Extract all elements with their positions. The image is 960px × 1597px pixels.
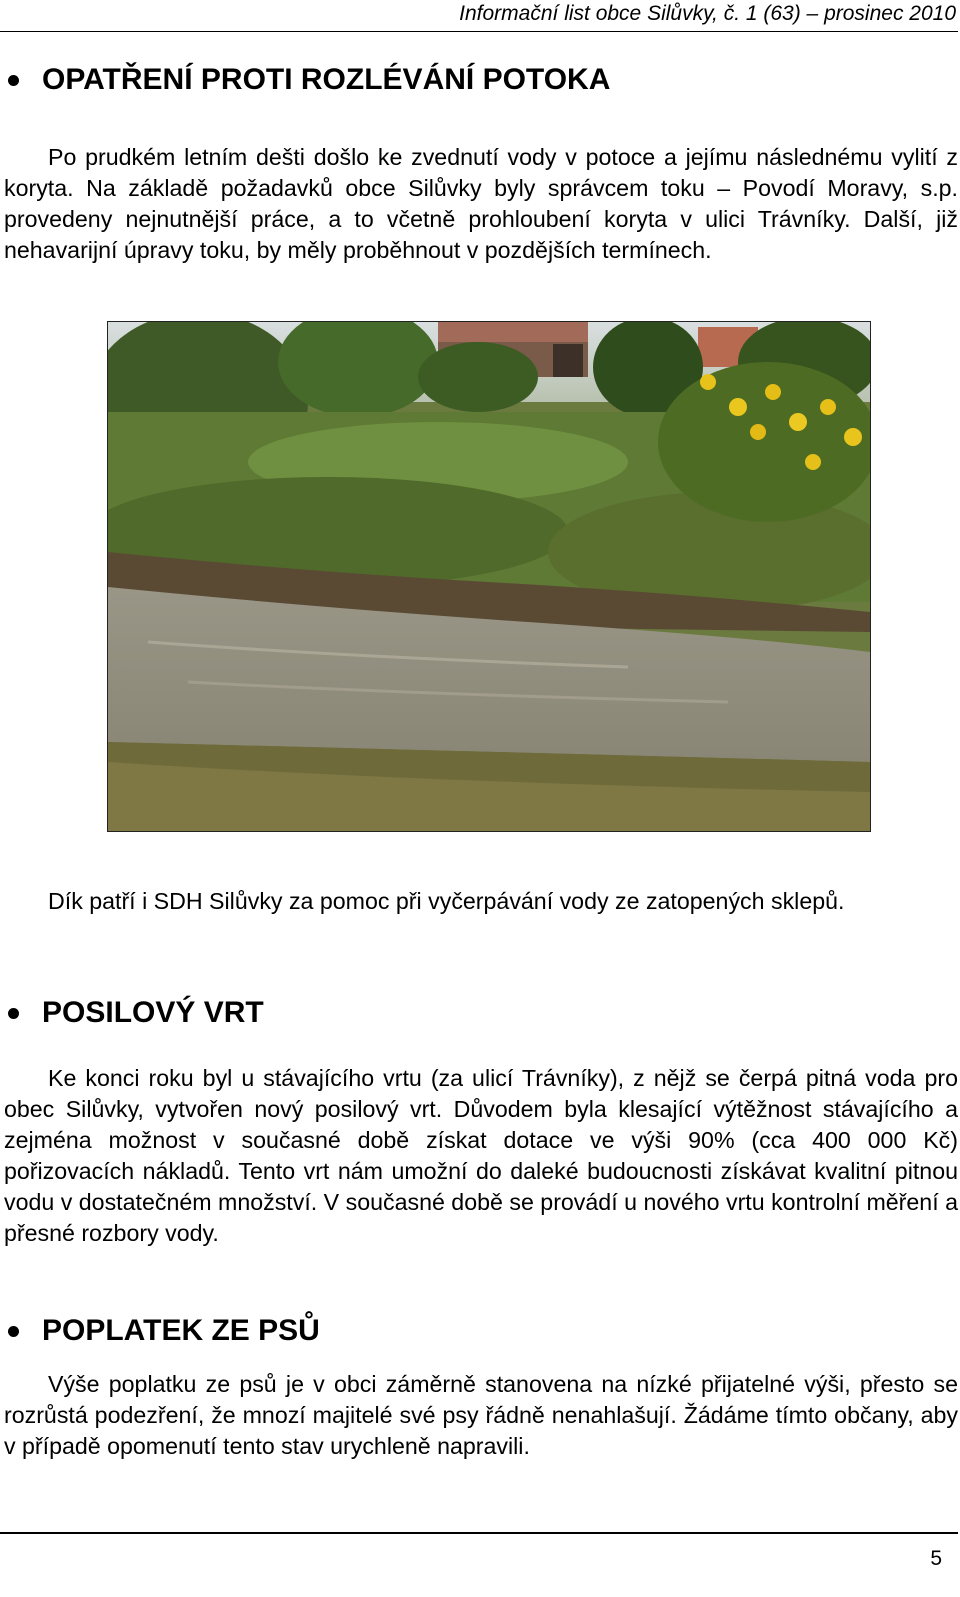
footer-divider	[0, 1532, 958, 1534]
paragraph-thanks: Dík patří i SDH Silůvky za pomoc při vyčerpávání vody ze zatopených sklepů.	[48, 888, 845, 914]
page-number: 5	[930, 1547, 942, 1570]
section-title-text: POPLATEK ZE PSŮ	[42, 1314, 320, 1347]
bullet-icon	[8, 1008, 19, 1019]
paragraph-dog-fee: Výše poplatku ze psů je v obci záměrně stanovena na nízké přijatelné výši, přesto se rozrůstá podezření, že mnozí majitelé své psy řádně nenahlašují. Žádáme tímto občany, aby v případě opomenutí tento stav urychleně napravili.	[4, 1371, 958, 1459]
section-title-text: OPATŘENÍ PROTI ROZLÉVÁNÍ POTOKA	[42, 63, 611, 96]
paragraph-flood: Po prudkém letním dešti došlo ke zvednutí vody v potoce a jejímu následnému vylití z koryta. Na základě požadavků obce Silůvky byly správcem toku – Povodí Moravy, s.p. provedeny nejnutnější práce, a to včetně prohloubení koryta v ulici Trávníky. Další, již nehavarijní úpravy toku, by měly proběhnout v pozdějších termínech.	[4, 144, 958, 263]
section-title-text: POSILOVÝ VRT	[42, 996, 264, 1029]
header-text: Informační list obce Silůvky, č. 1 (63) – prosinec 2010	[459, 2, 956, 25]
flooded-stream-photo-icon	[108, 322, 870, 831]
bullet-icon	[8, 75, 19, 86]
flood-photo	[107, 321, 871, 832]
page-header	[0, 0, 958, 32]
bullet-icon	[8, 1326, 19, 1337]
paragraph-well: Ke konci roku byl u stávajícího vrtu (za ulicí Trávníky), z nějž se čerpá pitná voda pro obec Silůvky, vytvořen nový posilový vrt. Důvodem byla klesající výtěžnost stávajícího a zejména možnost v současné době získat dotace ve výši 90% (cca 400 000 Kč) pořizovacích nákladů. Tento vrt nám umožní do daleké budoucnosti získávat kvalitní pitnou vodu v dostatečném množství. V současné době se provádí u nového vrtu kontrolní měření a přesné rozbory vody.	[4, 1065, 958, 1246]
